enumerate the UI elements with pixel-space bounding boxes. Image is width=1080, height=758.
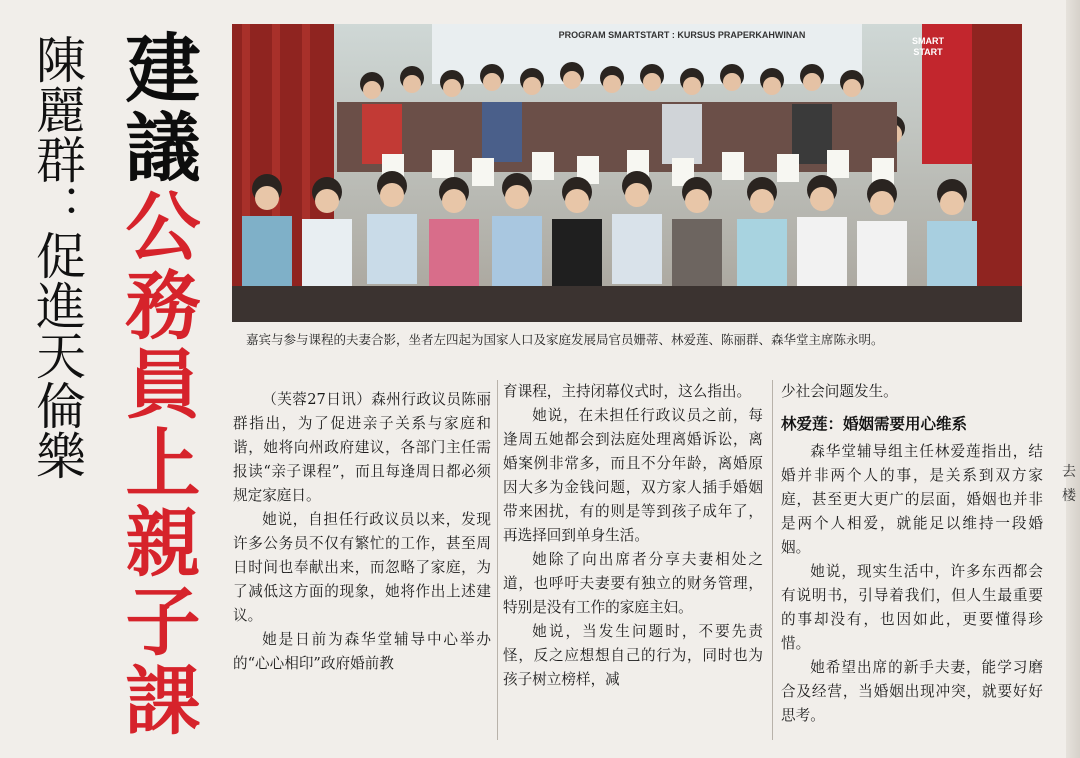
headline-char: 員 bbox=[125, 341, 201, 429]
headline-char: 務 bbox=[125, 262, 201, 350]
photo-caption: 嘉宾与参与课程的夫妻合影，坐者左四起为国家人口及家庭发展局官员姗蒂、林爱莲、陈丽群、森华堂主席陈永明。 bbox=[246, 332, 884, 347]
headline-char: 子 bbox=[125, 578, 201, 666]
kicker-char: 陳 bbox=[28, 34, 86, 84]
headline-char: 上 bbox=[125, 420, 201, 508]
paragraph: 她希望出席的新手夫妻，能学习磨合及经营，当婚姻出现冲突，就要好好思考。 bbox=[781, 659, 1043, 724]
headline bbox=[104, 25, 222, 745]
paragraph: 她说，自担任行政议员以来，发现许多公务员不仅有繁忙的工作，甚至周日时间也奉献出来，而忽略了家庭，为了减低这方面的现象，她将作出上述建议。 bbox=[233, 511, 491, 624]
adjacent-article-bleed: 去 楼 bbox=[1062, 464, 1076, 504]
paragraph: （芙蓉27日讯）森州行政议员陈丽群指出，为了促进亲子关系与家庭和谐，她将向州政府建议，各部门主任需报读“亲子课程”，而且每逢周日都必须规定家庭日。 bbox=[233, 391, 491, 504]
group-photo-illustration bbox=[232, 24, 1022, 322]
paragraph: 森华堂辅导组主任林爱莲指出，结婚并非两个人的事，是关系到双方家庭，甚至更大更广的层面，婚姻也并非是两个人相爱，就能足以维持一段婚姻。 bbox=[781, 443, 1043, 556]
article-column-1 bbox=[233, 388, 491, 676]
article-column-3 bbox=[781, 380, 1043, 728]
headline-char: 親 bbox=[125, 499, 201, 587]
headline-char: 議 bbox=[125, 104, 201, 192]
paragraph: 她除了向出席者分享夫妻相处之道，也呼吁夫妻要有独立的财务管理，特别是没有工作的家庭主妇。 bbox=[503, 551, 763, 616]
kicker-char: 促 bbox=[28, 230, 86, 280]
kicker-char: 天 bbox=[28, 330, 86, 380]
kicker-colon: ： bbox=[30, 184, 84, 230]
kicker-char: 進 bbox=[28, 280, 86, 330]
paper-edge bbox=[1066, 0, 1080, 758]
article-column-2 bbox=[503, 380, 763, 692]
photo-banner-text: PROGRAM SMARTSTART : KURSUS PRAPERKAHWINAN bbox=[558, 30, 806, 40]
column-divider bbox=[772, 380, 773, 740]
paragraph-continued: 育课程，主持闭幕仪式时，这么指出。 bbox=[503, 383, 752, 400]
headline-char: 公 bbox=[125, 183, 201, 271]
article-subheading: 林爱莲：婚姻需要用心维系 bbox=[781, 415, 968, 433]
kicker-char: 樂 bbox=[28, 430, 86, 480]
paragraph-continued: 少社会问题发生。 bbox=[781, 383, 898, 400]
column-divider bbox=[497, 380, 498, 740]
paragraph: 她说，在未担任行政议员之前，每逢周五她都会到法庭处理离婚诉讼，离婚案例非常多，而且不分年龄，离婚原因大多为金钱问题，双方家人插手婚姻带来困扰，有的则是等到孩子成年了，再选择回到单身生活。 bbox=[503, 407, 763, 544]
paragraph: 她是日前为森华堂辅导中心举办的“心心相印”政府婚前教 bbox=[233, 631, 491, 672]
paragraph: 她说，现实生活中，许多东西都会有说明书，引导着我们，但人生最重要的事却没有，也因如此，更要懂得珍惜。 bbox=[781, 563, 1043, 652]
kicker-char: 群 bbox=[28, 134, 86, 184]
headline-char: 建 bbox=[125, 25, 201, 113]
group-photo bbox=[232, 24, 1022, 322]
kicker-char: 麗 bbox=[28, 84, 86, 134]
kicker-char: 倫 bbox=[28, 380, 86, 430]
photo-smart-start-sign: SMART START bbox=[912, 36, 944, 57]
kicker-title bbox=[18, 34, 96, 480]
headline-char: 課 bbox=[125, 657, 201, 745]
paragraph: 她说，当发生问题时，不要先责怪，反之应想想自己的行为，同时也为孩子树立榜样，减 bbox=[503, 623, 763, 688]
